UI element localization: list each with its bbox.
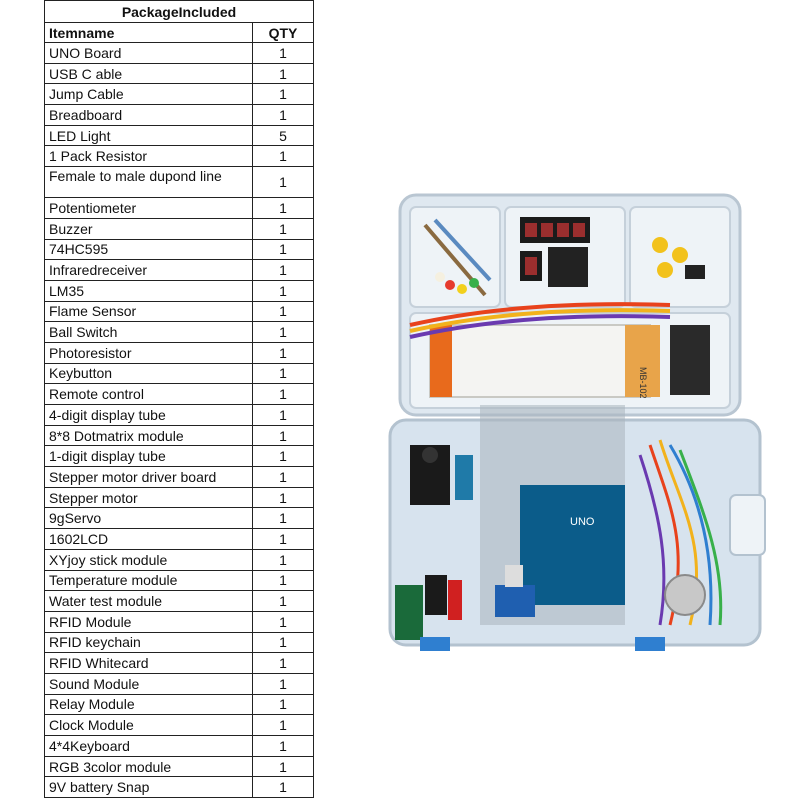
item-name-cell: Temperature module [45,570,253,591]
item-name-cell: 74HC595 [45,239,253,260]
item-name-cell: RFID Whitecard [45,653,253,674]
table-row [45,322,314,343]
table-row [45,715,314,736]
table-row [45,198,314,219]
item-name-cell: 1-digit display tube [45,446,253,467]
table-row [45,405,314,426]
item-qty-cell: 1 [253,280,314,301]
item-qty-cell: 1 [253,384,314,405]
table-row [45,570,314,591]
item-qty-cell: 1 [253,43,314,64]
table-row [45,736,314,757]
table-row [45,384,314,405]
item-name-cell: LM35 [45,280,253,301]
item-qty-cell: 1 [253,673,314,694]
table-row [45,777,314,798]
item-qty-cell: 1 [253,653,314,674]
item-name-cell: Keybutton [45,363,253,384]
table-row [45,549,314,570]
table-row [45,529,314,550]
item-qty-cell: 1 [253,146,314,167]
item-qty-cell: 1 [253,632,314,653]
item-qty-cell: 1 [253,260,314,281]
item-qty-cell: 1 [253,105,314,126]
item-qty-cell: 1 [253,363,314,384]
table-row [45,591,314,612]
item-qty-cell: 1 [253,167,314,198]
item-qty-cell: 1 [253,570,314,591]
item-qty-cell: 1 [253,508,314,529]
item-name-cell: RFID Module [45,611,253,632]
item-qty-cell: 1 [253,198,314,219]
item-qty-cell: 1 [253,529,314,550]
item-name-cell: Stepper motor [45,487,253,508]
item-qty-cell: 1 [253,715,314,736]
case-latch-left [420,637,450,651]
item-qty-cell: 1 [253,405,314,426]
item-name-cell: UNO Board [45,43,253,64]
item-name-cell: Infraredreceiver [45,260,253,281]
item-name-cell: Ball Switch [45,322,253,343]
table-row [45,260,314,281]
table-body [45,43,314,798]
item-qty-cell: 1 [253,322,314,343]
table-row [45,508,314,529]
table-row [45,63,314,84]
item-qty-cell: 1 [253,591,314,612]
item-qty-cell: 1 [253,694,314,715]
item-qty-cell: 1 [253,446,314,467]
item-name-cell: Relay Module [45,694,253,715]
case-latch-right [635,637,665,651]
qty-header: QTY [253,23,314,43]
item-name-cell: Buzzer [45,218,253,239]
table-row [45,342,314,363]
item-name-cell: Photoresistor [45,342,253,363]
item-qty-cell: 1 [253,301,314,322]
table-row [45,105,314,126]
item-name-cell: Water test module [45,591,253,612]
item-qty-cell: 1 [253,239,314,260]
item-name-cell: LED Light [45,125,253,146]
table-title-row [45,1,314,23]
table-row [45,673,314,694]
table-row [45,632,314,653]
item-qty-cell: 1 [253,549,314,570]
item-name-cell: Potentiometer [45,198,253,219]
item-name-cell: Remote control [45,384,253,405]
item-qty-cell: 1 [253,84,314,105]
table-row [45,146,314,167]
item-name-cell: Stepper motor driver board [45,467,253,488]
package-included-table [44,0,314,798]
table-row [45,84,314,105]
item-name-cell: USB C able [45,63,253,84]
item-qty-cell: 1 [253,756,314,777]
item-name-cell: RFID keychain [45,632,253,653]
table-row [45,694,314,715]
item-name-cell: 4*4Keyboard [45,736,253,757]
item-name-cell: Female to male dupond line [45,167,253,198]
item-name-cell: XYjoy stick module [45,549,253,570]
breadboard-label: MB-102 [638,367,648,399]
table-row [45,239,314,260]
item-qty-cell: 1 [253,342,314,363]
item-qty-cell: 1 [253,467,314,488]
item-name-cell: 8*8 Dotmatrix module [45,425,253,446]
table-title: PackageIncluded [45,1,314,23]
table-row [45,487,314,508]
kit-photo [370,185,780,665]
item-qty-cell: 1 [253,63,314,84]
table-row [45,446,314,467]
table-row [45,363,314,384]
itemname-header: Itemname [45,23,253,43]
table-row [45,43,314,64]
item-qty-cell: 1 [253,611,314,632]
table-header-row [45,23,314,43]
table-row [45,756,314,777]
item-qty-cell: 1 [253,777,314,798]
table-row [45,301,314,322]
item-qty-cell: 1 [253,425,314,446]
table-row [45,218,314,239]
item-name-cell: Flame Sensor [45,301,253,322]
item-name-cell: RGB 3color module [45,756,253,777]
item-qty-cell: 5 [253,125,314,146]
table-row [45,653,314,674]
table-row [45,467,314,488]
table-row [45,611,314,632]
uno-label: UNO [570,516,595,528]
table-row [45,280,314,301]
item-name-cell: Sound Module [45,673,253,694]
item-name-cell: 9gServo [45,508,253,529]
table-row [45,167,314,198]
item-name-cell: 1 Pack Resistor [45,146,253,167]
display-modules [520,217,590,287]
item-name-cell: Clock Module [45,715,253,736]
item-name-cell: 1602LCD [45,529,253,550]
item-qty-cell: 1 [253,487,314,508]
item-qty-cell: 1 [253,218,314,239]
table-row [45,425,314,446]
item-name-cell: 9V battery Snap [45,777,253,798]
stepper-motor [665,575,705,615]
item-name-cell: Jump Cable [45,84,253,105]
item-name-cell: 4-digit display tube [45,405,253,426]
table-row [45,125,314,146]
item-name-cell: Breadboard [45,105,253,126]
item-qty-cell: 1 [253,736,314,757]
